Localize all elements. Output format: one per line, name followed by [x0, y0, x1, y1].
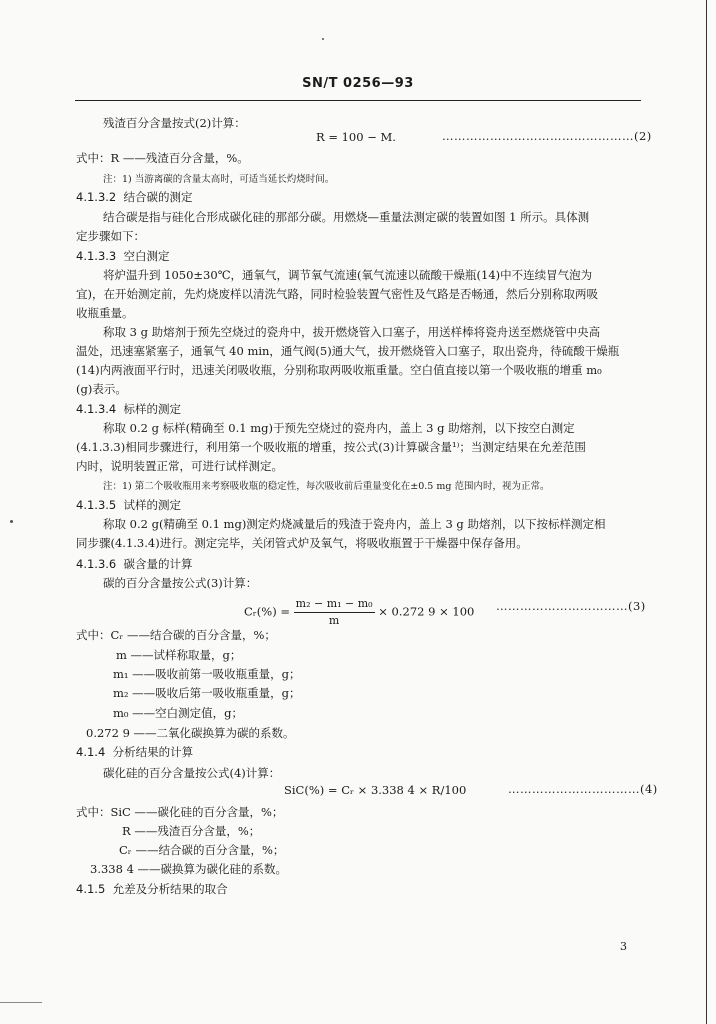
paragraph-line: 碳的百分含量按公式(3)计算：	[103, 576, 258, 590]
equation-3-number: ……………………………(3)	[496, 599, 646, 613]
scan-speck	[322, 38, 324, 40]
equation-3-fraction	[294, 596, 375, 629]
equation-4: SiC(%) = Cᵣ × 3.338 4 × R/100	[284, 783, 467, 797]
paragraph-line: 内时，说明装置正常，可进行试样测定。	[76, 459, 283, 473]
equation-2-number: …………………………………………(2)	[442, 129, 652, 143]
variable-definition: Cᵣ ——结合碳的百分含量，%；	[119, 843, 285, 857]
paragraph-line: 将炉温升到 1050±30℃，通氧气，调节氧气流速(氧气流速以硫酸干燥瓶(14)中不连续冒气泡为	[103, 268, 593, 282]
variable-definition: m₀ ——空白测定值，g；	[113, 706, 244, 720]
paragraph-line: 残渣百分含量按式(2)计算：	[103, 116, 246, 130]
scan-edge-line	[706, 0, 707, 1024]
section-number: 4.1.4	[76, 745, 106, 759]
equation-3	[244, 596, 474, 629]
variable-definition: 式中：SiC ——碳化硅的百分含量，%；	[76, 805, 284, 819]
equation-3-numerator: m₂ − m₁ − m₀	[294, 596, 375, 613]
paragraph-line: 称取 0.2 g(精确至 0.1 mg)测定灼烧减量后的残渣于瓷舟内，盖上 3 g 助熔剂，以下按标样测定相	[103, 517, 606, 531]
paragraph-line: 温处，迅速塞紧塞子，通氧气 40 min，通气阀(5)通大气，拔开燃烧管入口塞子，取出瓷舟，待硫酸干燥瓶	[76, 344, 620, 358]
variable-definition: 3.338 4 ——碳换算为碳化硅的系数。	[90, 862, 288, 876]
page-number: 3	[620, 940, 627, 953]
section-number: 4.1.3.6	[76, 557, 117, 571]
section-title: 标样的测定	[123, 402, 182, 416]
footnote: 注：1) 当游离碳的含量太高时，可适当延长灼烧时间。	[103, 174, 335, 185]
variable-definition: 式中：Cᵣ ——结合碳的百分含量，%；	[76, 628, 276, 642]
section-heading-4-1-3-5	[76, 497, 181, 513]
section-number: 4.1.5	[76, 882, 106, 896]
variable-definition: m ——试样称取量，g；	[116, 648, 242, 662]
section-heading-4-1-3-4	[76, 401, 181, 417]
paragraph-line: (4.1.3.3)相同步骤进行，利用第一个吸收瓶的增重，按公式(3)计算碳含量¹⁾；当测定结果在允差范围	[76, 440, 586, 454]
equation-3-denominator: m	[328, 614, 340, 627]
paragraph-line: 碳化硅的百分含量按公式(4)计算：	[103, 766, 281, 780]
section-title: 结合碳的测定	[123, 190, 193, 204]
section-title: 允差及分析结果的取合	[112, 882, 228, 896]
paragraph-line: 同步骤(4.1.3.4)进行。测定完毕，关闭管式炉及氧气，将吸收瓶置于干燥器中保存备用。	[76, 536, 528, 550]
section-heading-4-1-5	[76, 881, 228, 897]
scan-edge-mark	[0, 1002, 42, 1003]
paragraph-line: 定步骤如下：	[76, 229, 145, 243]
scan-speck	[10, 520, 13, 523]
section-title: 空白测定	[123, 249, 170, 263]
section-heading-4-1-4	[76, 744, 193, 760]
section-number: 4.1.3.3	[76, 249, 117, 263]
variable-definition: 式中：R ——残渣百分含量，%。	[76, 151, 249, 165]
section-heading-4-1-3-3	[76, 248, 170, 264]
paragraph-line: 结合碳是指与硅化合形成碳化硅的那部分碳。用燃烧—重量法测定碳的装置如图 1 所示。具体测	[103, 210, 590, 224]
variable-definition: R ——残渣百分含量，%；	[122, 824, 261, 838]
section-number: 4.1.3.2	[76, 190, 117, 204]
equation-4-number: ……………………………(4)	[508, 782, 658, 796]
paragraph-line: (14)内两液面平行时，迅速关闭吸收瓶，分别称取两吸收瓶重量。空白值直接以第一个吸收瓶的增重 m₀	[76, 363, 602, 377]
footnote: 注：1) 第二个吸收瓶用来考察吸收瓶的稳定性，每次吸收前后重量变化在±0.5 mg 范围内时，视为正常。	[103, 481, 550, 492]
header-rule	[75, 100, 641, 101]
paragraph-line: 宜)，在开始测定前，先灼烧废样以清洗气路，同时检验装置气密性及气路是否畅通，然后分别称取两吸	[76, 287, 598, 301]
variable-definition: m₁ ——吸收前第一吸收瓶重量，g；	[113, 667, 301, 681]
equation-3-lhs: Cᵣ(%) =	[244, 604, 290, 619]
section-number: 4.1.3.5	[76, 498, 117, 512]
paragraph-line: 收瓶重量。	[76, 306, 134, 320]
equation-3-rhs: × 0.272 9 × 100	[378, 604, 475, 619]
paragraph-line: (g)表示。	[76, 382, 127, 396]
section-title: 碳含量的计算	[123, 557, 193, 571]
section-number: 4.1.3.4	[76, 402, 117, 416]
variable-definition: m₂ ——吸收后第一吸收瓶重量，g；	[113, 686, 301, 700]
section-heading-4-1-3-6	[76, 556, 193, 572]
section-title: 试样的测定	[123, 498, 182, 512]
equation-2: R = 100 − M.	[316, 130, 396, 144]
paragraph-line: 称取 0.2 g 标样(精确至 0.1 mg)于预先空烧过的瓷舟内，盖上 3 g 助熔剂，以下按空白测定	[103, 421, 575, 435]
section-title: 分析结果的计算	[112, 745, 194, 759]
paragraph-line: 称取 3 g 助熔剂于预先空烧过的瓷舟中，拔开燃烧管入口塞子，用送样棒将瓷舟送至燃烧管中央高	[103, 325, 601, 339]
variable-definition: 0.272 9 ——二氧化碳换算为碳的系数。	[86, 726, 295, 740]
standard-code-header: SN/T 0256—93	[302, 76, 414, 91]
section-heading-4-1-3-2	[76, 189, 193, 205]
